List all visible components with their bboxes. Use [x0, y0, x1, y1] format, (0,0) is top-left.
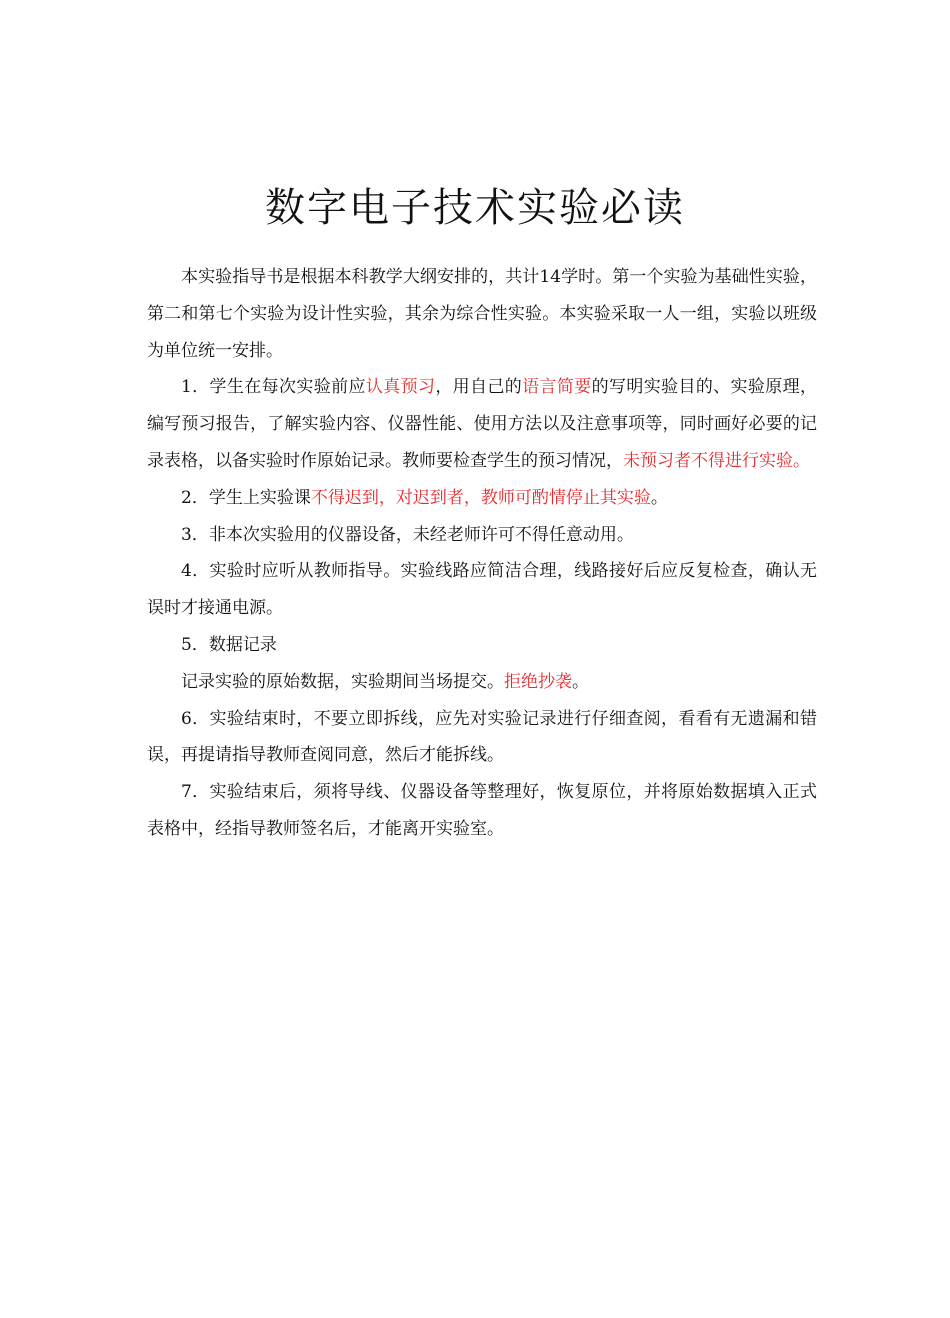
rule-7-paragraph: 7．实验结束后，须将导线、仪器设备等整理好，恢复原位，并将原始数据填入正式表格中，经指导教师签名后，才能离开实验室。	[147, 782, 817, 839]
rule-1-text-b: ，用自己的	[435, 377, 523, 398]
rule-1-emphasis-no-preview: 未预习者不得进行实验。	[623, 450, 810, 471]
rule-1-text-a: 1．学生在每次实验前应	[181, 377, 366, 398]
rule-1-paragraph	[147, 369, 817, 479]
rule-2-emphasis-late: 不得迟到，对迟到者，教师可酌情停止其实验	[310, 487, 651, 508]
page-title: 数字电子技术实验必读	[265, 185, 685, 231]
rule-5-heading: 5．数据记录	[181, 634, 277, 655]
rule-1-emphasis-concise: 语言简要	[522, 377, 592, 398]
rule-1-emphasis-preview: 认真预习	[365, 377, 436, 398]
rule-5-text-b: 。	[572, 671, 589, 692]
rule-6-paragraph: 6．实验结束时，不要立即拆线，应先对实验记录进行仔细查阅，看看有无遗漏和错误，再提请指导教师查阅同意，然后才能拆线。	[147, 708, 817, 766]
rule-5-text-a: 记录实验的原始数据，实验期间当场提交。	[181, 671, 504, 692]
rule-3-paragraph: 3．非本次实验用的仪器设备，未经老师许可不得任意动用。	[181, 524, 634, 545]
rule-2-text-a: 2．学生上实验课	[181, 487, 311, 508]
rule-1-text-c: 的写明实验目的、实验原理，编写预习报告，了解实验内容、仪器性能、使用方法以及注意事项等，同时画好必要的记录表格，以备实验时作原始记录。教师要检查学生的预习情况，	[147, 377, 818, 471]
rule-4-paragraph: 4．实验时应听从教师指导。实验线路应简洁合理，线路接好后应反复检查，确认无误时才接通电源。	[147, 561, 817, 619]
document-body	[147, 259, 817, 848]
rule-5-emphasis-no-copy: 拒绝抄袭	[504, 671, 572, 692]
rule-2-paragraph	[147, 480, 817, 517]
rule-2-text-b: 。	[650, 487, 668, 508]
intro-paragraph: 本实验指导书是根据本科教学大纲安排的，共计14学时。第一个实验为基础性实验，第二和第七个实验为设计性实验，其余为综合性实验。本实验采取一人一组，实验以班级为单位统一安排。	[147, 267, 817, 361]
rule-5-paragraph	[147, 664, 817, 701]
